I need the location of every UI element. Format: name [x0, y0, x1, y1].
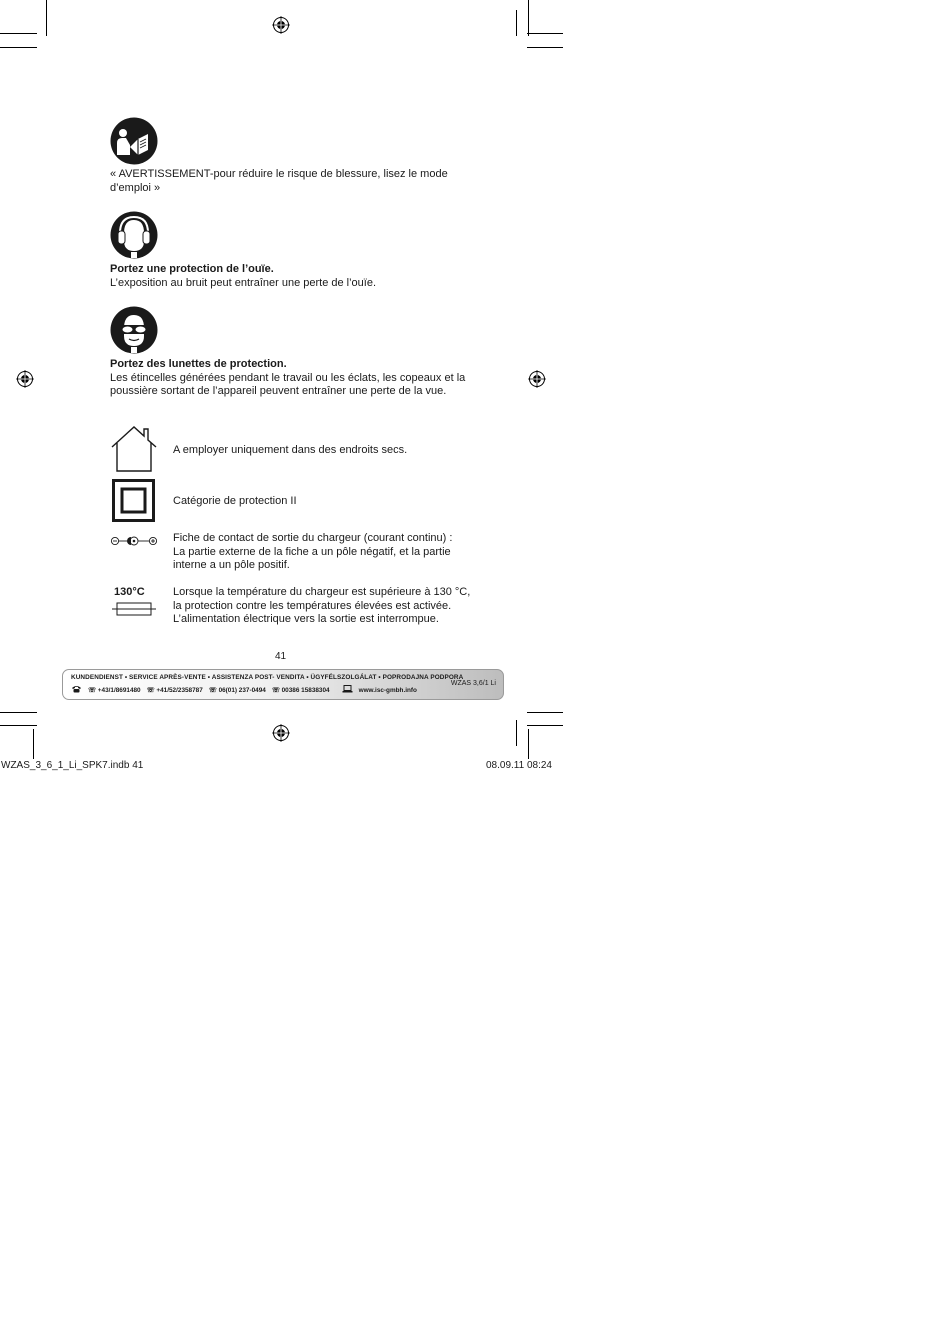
eyes-text-line: Les étincelles générées pendant le travail ou les éclats, les copeaux et la	[110, 371, 466, 384]
thermal-fuse-line: Lorsque la température du chargeur est supérieure à 130 °C,	[173, 586, 471, 598]
phone-ch: ☏ +41/52/2358787	[146, 687, 203, 694]
crop-mark	[527, 712, 563, 713]
phone-at-number: +43/1/8691480	[97, 687, 141, 694]
slug-file-info: WZAS_3_6_1_Li_SPK7.indb 41	[1, 760, 144, 771]
manual-warning-line: « AVERTISSEMENT-pour réduire le risque de blessure, lisez le mode	[110, 168, 448, 180]
crop-mark	[527, 725, 563, 726]
protection-class-ii-icon	[112, 479, 155, 527]
crop-mark	[516, 10, 517, 36]
phone-hu: ☏ 06(01) 237-0494	[208, 687, 266, 694]
eye-protection-icon	[110, 306, 158, 359]
eyes-title: Portez des lunettes de protection.	[110, 358, 287, 370]
house-dry-location-icon	[110, 425, 158, 478]
dc-polarity-line: interne a un pôle positif.	[173, 559, 290, 571]
dry-location-text: A employer uniquement dans des endroits secs.	[173, 444, 408, 456]
laptop-icon	[342, 685, 353, 695]
manual-warning-line: d’emploi »	[110, 181, 161, 194]
eyes-text-line: poussière sortant de l’appareil peuvent entraîner une perte de la vue.	[110, 385, 447, 397]
slug-date-info: 08.09.11 08:24	[486, 760, 552, 771]
registration-mark-icon	[16, 370, 34, 388]
website-link[interactable]: www.isc-gmbh.info	[358, 686, 417, 694]
phone-ch-number: +41/52/2358787	[156, 687, 203, 694]
crop-mark	[0, 725, 37, 726]
service-footer-bar	[62, 669, 504, 700]
thermal-fuse-icon	[112, 600, 156, 623]
read-manual-icon	[110, 117, 158, 170]
hearing-section	[110, 263, 470, 290]
phone-si: ☏ 00386 15838304	[271, 687, 330, 694]
dc-polarity-icon	[110, 534, 160, 552]
thermal-fuse-label: 130°C	[114, 586, 145, 598]
phone-hu-number: 06(01) 237-0494	[218, 687, 266, 694]
thermal-fuse-line: la protection contre les températures élevées est activée.	[173, 599, 452, 612]
crop-mark	[528, 729, 529, 759]
model-number: WZAS 3,6/1 Li	[450, 680, 496, 687]
service-contacts	[71, 685, 423, 695]
eyes-section	[110, 358, 470, 399]
crop-mark	[527, 33, 563, 34]
phone-at: ☏ +43/1/8691480	[88, 687, 141, 694]
service-list: KUNDENDIENST • SERVICE APRÈS-VENTE • ASSISTENZA POST- VENDITA • ÜGYFÉLSZOLGÁLAT • POPRODAJNA PODPORA	[71, 674, 464, 681]
crop-mark	[527, 47, 563, 48]
protection-class-text: Catégorie de protection II	[173, 495, 297, 507]
crop-mark	[528, 0, 529, 36]
crop-mark	[0, 33, 37, 34]
page-number: 41	[275, 651, 287, 662]
crop-mark	[0, 712, 37, 713]
thermal-fuse-text	[173, 586, 473, 627]
hearing-text: L’exposition au bruit peut entraîner une perte de l’ouïe.	[110, 276, 377, 289]
telephone-icon	[71, 685, 82, 695]
registration-mark-icon	[528, 370, 546, 388]
manual-warning-text	[110, 168, 450, 195]
crop-mark	[516, 720, 517, 746]
crop-mark	[0, 47, 37, 48]
thermal-fuse-line: L’alimentation électrique vers la sortie est interrompue.	[173, 613, 439, 625]
crop-mark	[33, 729, 34, 759]
registration-mark-icon	[272, 724, 290, 742]
dc-polarity-text	[173, 532, 473, 573]
dc-polarity-line: La partie externe de la fiche a un pôle négatif, et la partie	[173, 545, 451, 558]
phone-si-number: 00386 15838304	[281, 687, 330, 694]
registration-mark-icon	[272, 16, 290, 34]
ear-protection-icon	[110, 211, 158, 264]
crop-mark	[46, 0, 47, 36]
dc-polarity-line: Fiche de contact de sortie du chargeur (courant continu) :	[173, 532, 453, 544]
hearing-title: Portez une protection de l’ouïe.	[110, 263, 274, 275]
